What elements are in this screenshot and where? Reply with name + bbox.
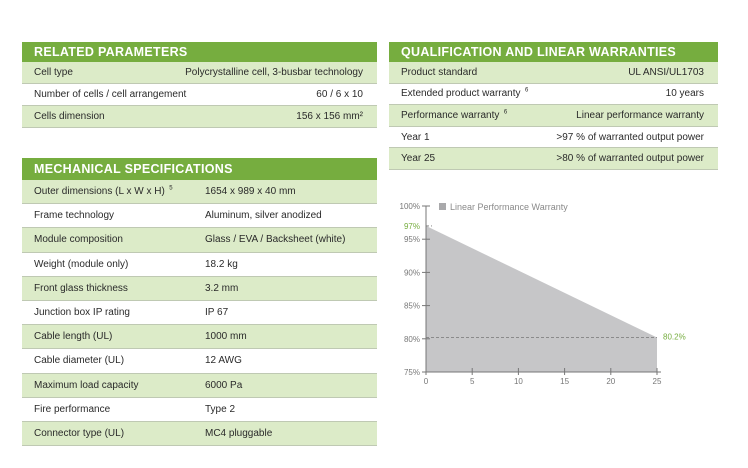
spec-row: [22, 84, 377, 106]
spec-label: [22, 234, 205, 245]
spec-label: [22, 404, 205, 415]
annotation-end: 80.2%: [663, 332, 686, 342]
spec-row: [22, 374, 377, 398]
spec-label-text: Front glass thickness: [34, 282, 128, 294]
x-tick-label: 10: [513, 377, 523, 386]
spec-row: [22, 277, 377, 301]
spec-label-text: Maximum load capacity: [34, 379, 139, 391]
spec-row: [22, 62, 377, 84]
spec-label-text: Outer dimensions (L x W x H): [34, 186, 165, 198]
spec-value: Polycrystalline cell, 3-busbar technology: [185, 67, 363, 78]
spec-row: [22, 204, 377, 228]
spec-value: Glass / EVA / Backsheet (white): [205, 234, 346, 246]
spec-value: >80 % of warranted output power: [556, 153, 704, 165]
x-tick-label: 0: [423, 377, 429, 386]
spec-row: [389, 105, 718, 127]
spec-value: 10 years: [665, 88, 704, 100]
spec-row: [389, 148, 718, 170]
spec-label: [22, 355, 205, 366]
spec-label: [22, 380, 205, 391]
annotation-start: 97%: [403, 221, 420, 231]
spec-label-text: Module composition: [34, 234, 123, 246]
spec-label: [22, 67, 172, 78]
spec-value: 156 x 156 mm²: [296, 111, 363, 122]
spec-label-text: Number of cells / cell arrangement: [34, 89, 187, 100]
spec-row: [22, 253, 377, 277]
legend-swatch: [439, 203, 446, 210]
qualification-rows: [389, 62, 718, 170]
spec-value: 6000 Pa: [205, 379, 243, 391]
related-parameters-title: RELATED PARAMETERS: [22, 42, 377, 62]
spec-label-text: Weight (module only): [34, 258, 129, 270]
spec-row: [22, 349, 377, 373]
y-tick-label: 95%: [403, 235, 420, 245]
y-tick-label: 80%: [403, 334, 420, 344]
spec-label: [22, 259, 205, 270]
spec-value: IP 67: [205, 307, 229, 319]
spec-label-text: Year 25: [401, 153, 436, 165]
spec-row: [389, 62, 718, 84]
spec-label: [22, 307, 205, 318]
spec-label: [389, 67, 539, 78]
spec-row: [22, 228, 377, 252]
spec-label: [22, 111, 172, 122]
spec-label-text: Extended product warranty: [401, 88, 521, 100]
y-tick-label: 90%: [403, 268, 420, 278]
spec-label-text: Frame technology: [34, 210, 115, 222]
related-parameters-panel: [22, 42, 377, 128]
spec-label-text: Junction box IP rating: [34, 307, 130, 319]
spec-value: >97 % of warranted output power: [556, 131, 704, 143]
spec-value: Type 2: [205, 403, 236, 415]
spec-value: Aluminum, silver anodized: [205, 210, 322, 222]
spec-label: [389, 153, 539, 164]
linear-performance-chart: [384, 196, 714, 396]
spec-label-text: Cells dimension: [34, 111, 105, 122]
x-tick-label: 15: [560, 377, 570, 386]
footnote-marker: 6: [502, 109, 508, 116]
qualification-title: QUALIFICATION AND LINEAR WARRANTIES: [389, 42, 718, 62]
x-tick-label: 20: [606, 377, 616, 386]
spec-row: [389, 127, 718, 149]
footnote-marker: 6: [523, 88, 529, 95]
spec-label: [389, 132, 539, 143]
spec-label-text: Cable length (UL): [34, 331, 113, 343]
spec-label: [22, 331, 205, 342]
footnote-marker: 5: [167, 185, 173, 192]
spec-row: [22, 422, 377, 446]
spec-row: [22, 301, 377, 325]
qualification-panel: [389, 42, 718, 170]
spec-label: [22, 210, 205, 221]
spec-value: 1000 mm: [205, 331, 247, 343]
y-tick-label: 75%: [403, 368, 420, 377]
mechanical-specifications-title: MECHANICAL SPECIFICATIONS: [22, 158, 377, 180]
spec-value: 3.2 mm: [205, 282, 239, 294]
spec-value: 1654 x 989 x 40 mm: [205, 186, 296, 198]
mechanical-specifications-panel: [22, 158, 377, 446]
x-tick-label: 5: [469, 377, 475, 386]
spec-value: UL ANSI/UL1703: [628, 66, 704, 78]
spec-label-text: Cell type: [34, 67, 73, 78]
y-tick-label: 100%: [399, 202, 420, 211]
spec-value: 60 / 6 x 10: [316, 89, 363, 100]
spec-label-text: Cable diameter (UL): [34, 355, 125, 367]
warranty-area: [426, 226, 657, 372]
spec-value: 18.2 kg: [205, 258, 238, 270]
mechanical-specifications-rows: [22, 180, 377, 446]
y-tick-label: 85%: [403, 301, 420, 311]
spec-label: [22, 283, 205, 294]
spec-row: [22, 106, 377, 128]
spec-label-text: Fire performance: [34, 403, 111, 415]
spec-value: MC4 pluggable: [205, 427, 273, 439]
spec-row: [22, 398, 377, 422]
spec-label-text: Connector type (UL): [34, 427, 125, 439]
spec-label-text: Performance warranty: [401, 109, 500, 121]
spec-label: [22, 89, 187, 100]
spec-row: [22, 325, 377, 349]
spec-value: 12 AWG: [205, 355, 242, 367]
spec-row: [22, 180, 377, 204]
x-tick-label: 25: [652, 377, 662, 386]
spec-label: [22, 428, 205, 439]
legend-label: Linear Performance Warranty: [450, 202, 568, 212]
spec-label: [22, 186, 205, 197]
spec-row: [389, 84, 718, 106]
spec-label: [389, 110, 539, 121]
spec-label-text: Year 1: [401, 131, 430, 143]
spec-label: [389, 88, 539, 99]
related-parameters-rows: [22, 62, 377, 128]
spec-value: Linear performance warranty: [576, 109, 704, 121]
spec-label-text: Product standard: [401, 66, 478, 78]
